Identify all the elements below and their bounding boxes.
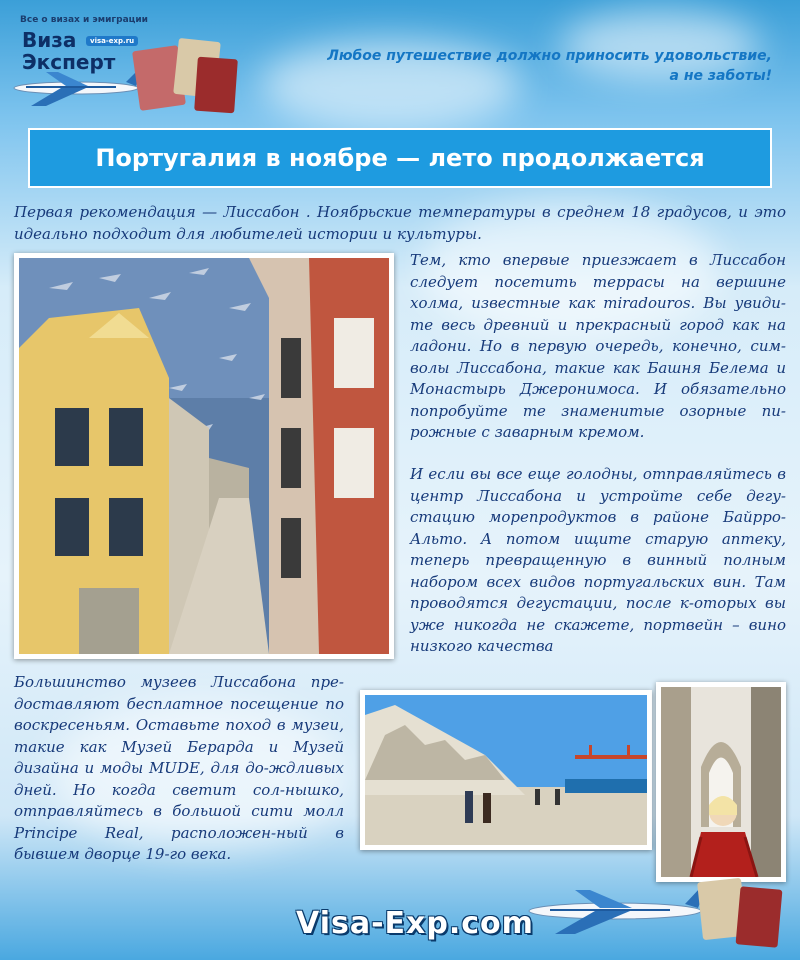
portrait-illustration	[661, 687, 781, 877]
article-paragraph-2: И если вы все еще голодны, отправляйтесь в центр Лиссабона и устройте себе дегу-стацию морепродуктов в районе Байрро-Альто. А потом ищите старую аптеку, теперь превращенную в винный полным набором всех видов португальских вин. Там проводятся дегустации, после к-оторых вы уже никогда не скажете, портвейн – вино низкого качества	[410, 465, 786, 655]
article-title: Португалия в ноябре — лето продолжается	[95, 144, 705, 172]
logo-word-expert: Эксперт	[22, 50, 116, 74]
monument-illustration	[365, 695, 647, 845]
airplane-icon	[6, 68, 146, 108]
logo-word-visa: Виза	[22, 28, 77, 52]
site-logo[interactable]	[6, 6, 234, 110]
footer-passport-icon	[736, 886, 783, 947]
padrao-monument-photo	[360, 690, 652, 850]
woman-portrait-photo	[656, 682, 786, 882]
article-paragraph-1: Тем, кто впервые приезжает в Лиссабон следует посетить террасы на вершине холма, известные как miradouros. Вы увиди-те весь древний и прекрасный город как на ладони. Но в первую очередь, конечно, сим-волы Лиссабона, такие как Башня Белема и Монастырь Джеронимоса. И обязательно попробуйте те знаменитые озорные пи-рожные с заварным кремом.	[410, 251, 786, 441]
footer-site-name[interactable]: Visa-Exp.com	[296, 906, 534, 941]
motto-line-1: Любое путешествие должно приносить удовольствие,	[327, 48, 772, 64]
site-motto	[292, 46, 772, 86]
motto-line-2: а не заботы!	[669, 68, 772, 84]
footer-airplane-icon	[520, 886, 710, 936]
article-paragraph-3: Большинство музеев Лиссабона пре-доставляют бесплатное посещение по воскресеньям. Оставьте поход в музеи, такие как Музей Берарда и Музей дизайна и моды MUDE, для до-ждливых дней. Но когда светит сол-нышко, отправляйтесь в большой сити молл Principe Real, расположен-ный в бывшем дворце 19-го века.	[14, 673, 344, 863]
lisbon-street-photo	[14, 253, 394, 659]
street-illustration	[19, 258, 389, 654]
logo-tagline: Все о визах и эмиграции	[20, 15, 148, 25]
article-intro: Первая рекомендация — Лиссабон . Ноябрьские температуры в среднем 18 градусов, и это идеально подходит для любителей истории и культуры.	[14, 203, 786, 243]
logo-url: visa-exp.ru	[86, 36, 138, 46]
article-title-bar	[28, 128, 772, 188]
passport-icon	[194, 57, 238, 114]
